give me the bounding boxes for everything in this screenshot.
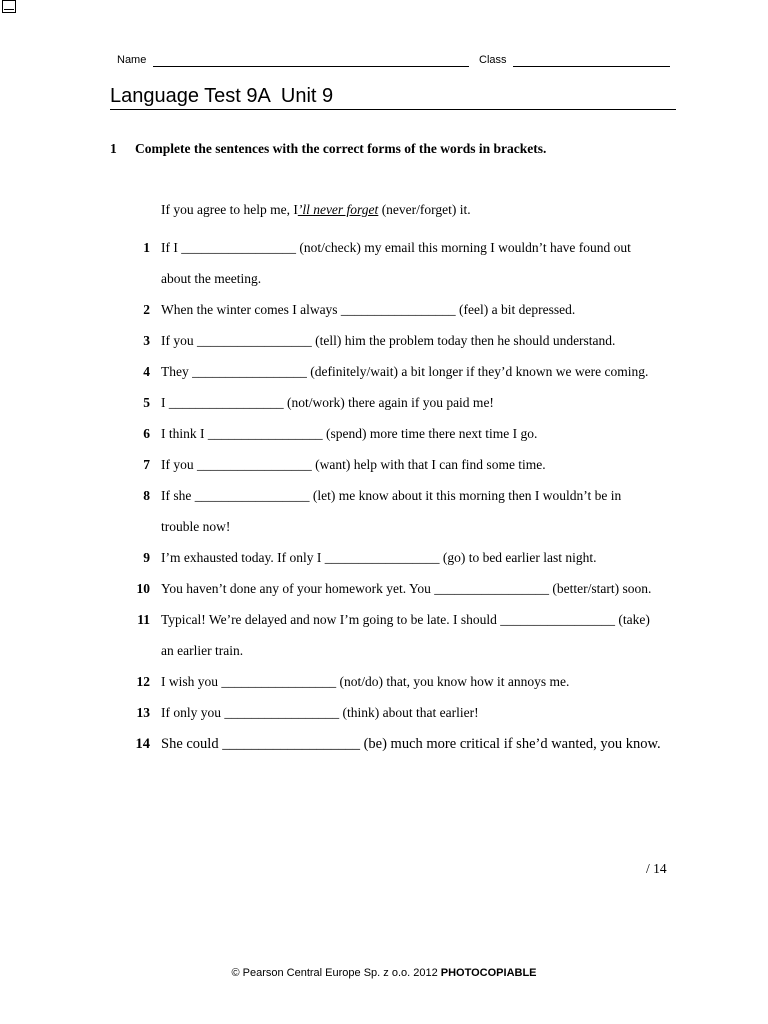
question-number: 6 bbox=[143, 426, 150, 441]
page-corner-icon bbox=[2, 0, 16, 13]
question-item bbox=[130, 697, 670, 728]
question-number: 8 bbox=[143, 488, 150, 503]
name-field[interactable] bbox=[153, 66, 469, 67]
footer bbox=[0, 967, 768, 979]
question-number: 4 bbox=[143, 364, 150, 379]
question-item bbox=[130, 356, 670, 387]
question-number: 11 bbox=[137, 612, 150, 627]
score-total: / 14 bbox=[646, 861, 667, 876]
question-number: 9 bbox=[143, 550, 150, 565]
page-title: Language Test 9A Unit 9 bbox=[110, 84, 676, 110]
question-text: Typical! We’re delayed and now I’m going to be late. I should _________________ (take) an earlier train. bbox=[161, 612, 650, 658]
question-text: If only you _________________ (think) about that earlier! bbox=[161, 705, 479, 720]
class-label: Class bbox=[479, 54, 507, 66]
question-text: If I _________________ (not/check) my email this morning I wouldn’t have found out about the meeting. bbox=[161, 240, 631, 286]
exercise-number: 1 bbox=[110, 141, 117, 156]
question-text: She could ___________________ (be) much more critical if she’d wanted, you know. bbox=[161, 736, 661, 752]
question-number: 5 bbox=[143, 395, 150, 410]
question-item bbox=[130, 728, 670, 761]
question-item bbox=[130, 542, 670, 573]
question-text: I _________________ (not/work) there again if you paid me! bbox=[161, 395, 494, 410]
question-text: If you _________________ (want) help with that I can find some time. bbox=[161, 457, 546, 472]
question-text: If you _________________ (tell) him the problem today then he should understand. bbox=[161, 333, 616, 348]
question-text: If she _________________ (let) me know about it this morning then I wouldn’t be in trouble now! bbox=[161, 488, 622, 534]
exercise-instruction: Complete the sentences with the correct forms of the words in brackets. bbox=[135, 141, 547, 156]
question-number: 3 bbox=[143, 333, 150, 348]
question-number: 1 bbox=[143, 240, 150, 255]
question-item bbox=[130, 604, 670, 666]
question-text: You haven’t done any of your homework yet. You _________________ (better/start) soon. bbox=[161, 581, 652, 596]
student-info-row bbox=[117, 54, 670, 70]
question-text: I think I _________________ (spend) more time there next time I go. bbox=[161, 426, 538, 441]
class-field[interactable] bbox=[513, 66, 670, 67]
copyright-text: © Pearson Central Europe Sp. z o.o. 2012 bbox=[231, 967, 441, 979]
example-after: (never/forget) it. bbox=[378, 202, 471, 217]
question-text: I’m exhausted today. If only I _________________ (go) to bed earlier last night. bbox=[161, 550, 597, 565]
question-item bbox=[130, 325, 670, 356]
question-item bbox=[130, 387, 670, 418]
example-sentence bbox=[161, 202, 471, 218]
question-item bbox=[130, 418, 670, 449]
name-label: Name bbox=[117, 54, 147, 66]
question-number: 7 bbox=[143, 457, 150, 472]
question-number: 10 bbox=[136, 581, 150, 596]
example-before: If you agree to help me, I bbox=[161, 202, 298, 217]
question-number: 12 bbox=[136, 674, 150, 689]
question-item bbox=[130, 232, 670, 294]
question-number: 13 bbox=[136, 705, 150, 720]
question-text: When the winter comes I always _________________ (feel) a bit depressed. bbox=[161, 302, 576, 317]
question-item bbox=[130, 573, 670, 604]
question-list bbox=[130, 232, 670, 761]
question-item bbox=[130, 449, 670, 480]
question-text: They _________________ (definitely/wait) a bit longer if they’d known we were coming. bbox=[161, 364, 649, 379]
question-item bbox=[130, 666, 670, 697]
example-answer: ’ll never forget bbox=[297, 202, 379, 217]
question-number: 14 bbox=[135, 736, 150, 752]
question-number: 2 bbox=[143, 302, 150, 317]
photocopiable-label: PHOTOCOPIABLE bbox=[440, 967, 537, 979]
question-item bbox=[130, 480, 670, 542]
question-item bbox=[130, 294, 670, 325]
question-text: I wish you _________________ (not/do) that, you know how it annoys me. bbox=[161, 674, 570, 689]
